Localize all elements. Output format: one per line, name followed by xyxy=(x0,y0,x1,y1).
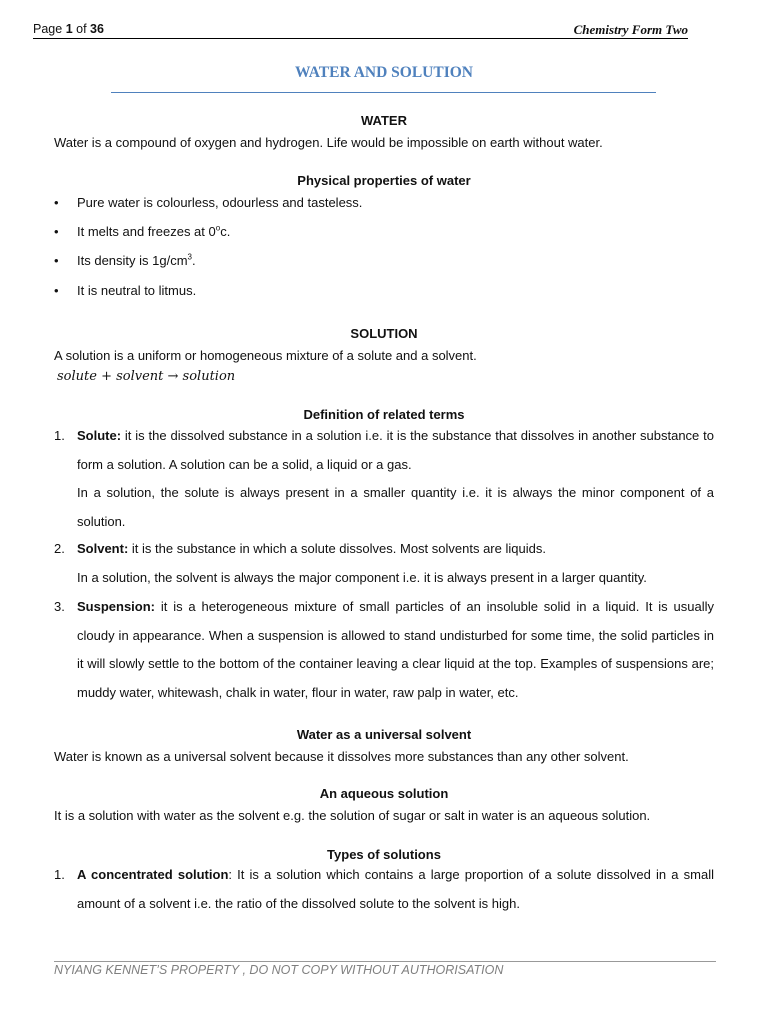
water-intro: Water is a compound of oxygen and hydrogen. Life would be impossible on earth without water. xyxy=(54,135,603,150)
solution-intro: A solution is a uniform or homogeneous mixture of a solute and a solvent. xyxy=(54,348,477,363)
bullet-icon: • xyxy=(54,283,59,298)
bullet-icon: • xyxy=(54,253,59,268)
aqueous-text: It is a solution with water as the solvent e.g. the solution of sugar or salt in water is an aqueous solution. xyxy=(54,808,651,823)
document-subject: Chemistry Form Two xyxy=(573,22,688,37)
water-heading: WATER xyxy=(361,113,407,128)
page-number: Page 1 of 36 xyxy=(33,22,104,36)
page-title: WATER AND SOLUTION xyxy=(294,64,473,81)
solution-heading: SOLUTION xyxy=(350,326,418,341)
footer-divider xyxy=(54,961,716,962)
definition-item-solvent: 2. Solvent: it is the substance in which a solute dissolves. Most solvents are liquids. In a solution, the solvent is always the major component i.e. it is always present in a larger quantity. xyxy=(54,541,647,585)
universal-solvent-heading: Water as a universal solvent xyxy=(296,727,472,742)
definition-item-solute: 1. Solute: it is the dissolved substance in a solution i.e. it is the substance that dissolves in another substance to form a solution. A solution can be a solid, a liquid or a gas. In a solution, the solute is always present in a smaller quantity i.e. it is always the minor component of a solution. xyxy=(54,428,714,529)
universal-solvent-text: Water is known as a universal solvent because it dissolves more substances than any other solvent. xyxy=(54,749,629,764)
solution-equation: solute + solvent → solution xyxy=(57,369,236,384)
properties-heading: Physical properties of water xyxy=(297,173,471,188)
header-divider xyxy=(33,38,688,39)
definition-item-suspension: 3. Suspension: it is a heterogeneous mixture of small particles of an insoluble solid in a liquid. It is usually cloudy in appearance. When a suspension is allowed to stand undisturbed for some time, the solid particles in it will slowly settle to the bottom of the container leaving a clear liquid at the top. Examples of suspensions are; muddy water, whitewash, chalk in water, flour in water, raw palp in water, etc. xyxy=(54,599,714,700)
footer-notice: NYIANG KENNET’S PROPERTY , DO NOT COPY WITHOUT AUTHORISATION xyxy=(54,963,504,977)
title-underline xyxy=(111,92,656,93)
aqueous-heading: An aqueous solution xyxy=(319,786,449,801)
definitions-heading: Definition of related terms xyxy=(303,407,465,422)
types-heading: Types of solutions xyxy=(327,847,441,862)
bullet-icon: • xyxy=(54,195,59,210)
bullet-icon: • xyxy=(54,224,59,239)
type-item-concentrated: 1. A concentrated solution: It is a solution which contains a large proportion of a solute dissolved in a small amount of a solvent i.e. the ratio of the dissolved solute to the solvent is high. xyxy=(54,867,714,911)
